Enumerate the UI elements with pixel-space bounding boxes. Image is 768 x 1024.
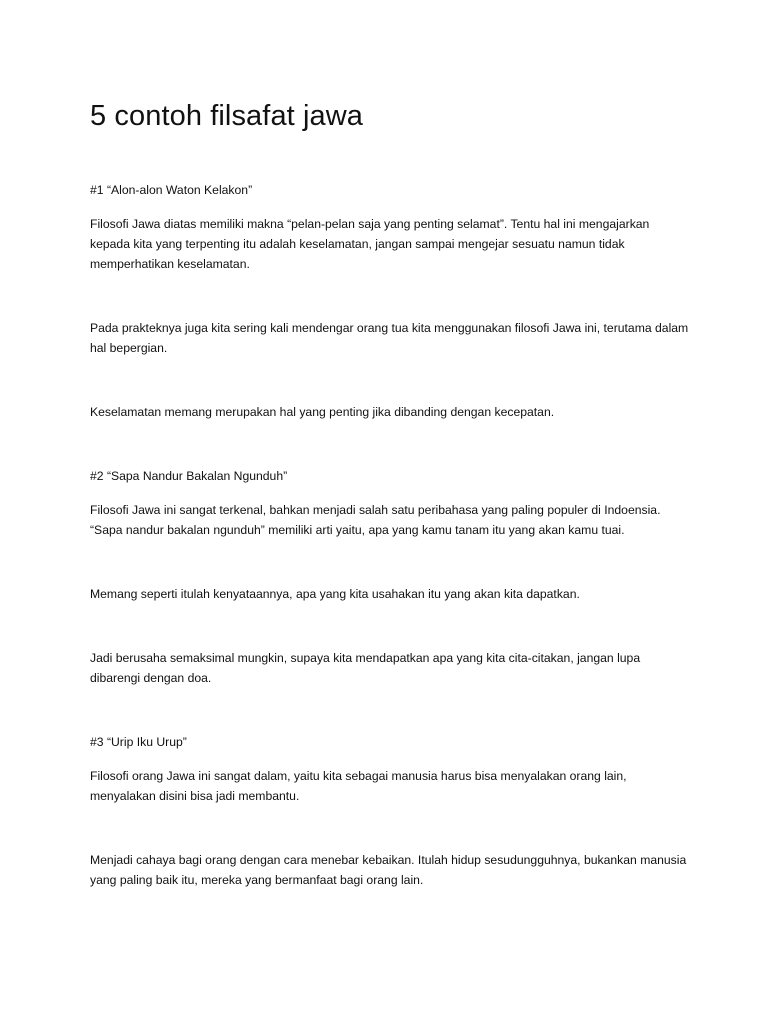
section-2: [90, 466, 690, 688]
section-3: [90, 732, 690, 890]
section-heading: #3 “Urip Iku Urup”: [90, 735, 187, 749]
paragraph: Jadi berusaha semaksimal mungkin, supaya kita mendapatkan apa yang kita cita-citakan, jangan lupa dibarengi dengan doa.: [90, 651, 641, 685]
document-title: 5 contoh filsafat jawa: [90, 100, 364, 132]
paragraph: Filosofi Jawa ini sangat terkenal, bahkan menjadi salah satu peribahasa yang paling populer di Indoensia. “Sapa nandur bakalan ngunduh” memiliki arti yaitu, apa yang kamu tanam itu yang akan kamu tuai.: [90, 503, 661, 537]
document-content: [90, 96, 690, 890]
section-heading: #2 “Sapa Nandur Bakalan Ngunduh”: [90, 469, 288, 483]
section-heading: #1 “Alon-alon Waton Kelakon”: [90, 183, 253, 197]
paragraph: Keselamatan memang merupakan hal yang penting jika dibanding dengan kecepatan.: [90, 405, 555, 419]
paragraph: Filosofi orang Jawa ini sangat dalam, yaitu kita sebagai manusia harus bisa menyalakan orang lain, menyalakan disini bisa jadi membantu.: [90, 769, 627, 803]
paragraph: Memang seperti itulah kenyataannya, apa yang kita usahakan itu yang akan kita dapatkan.: [90, 587, 580, 601]
paragraph: Pada prakteknya juga kita sering kali mendengar orang tua kita menggunakan filosofi Jawa ini, terutama dalam hal bepergian.: [90, 321, 689, 355]
paragraph: Filosofi Jawa diatas memiliki makna “pelan-pelan saja yang penting selamat”. Tentu hal ini mengajarkan kepada kita yang terpenting itu adalah keselamatan, jangan sampai mengejar sesuatu namun tidak memperhatikan keselamatan.: [90, 217, 650, 271]
paragraph: Menjadi cahaya bagi orang dengan cara menebar kebaikan. Itulah hidup sesudungguhnya, bukankan manusia yang paling baik itu, mereka yang bermanfaat bagi orang lain.: [90, 853, 687, 887]
section-1: [90, 180, 690, 422]
